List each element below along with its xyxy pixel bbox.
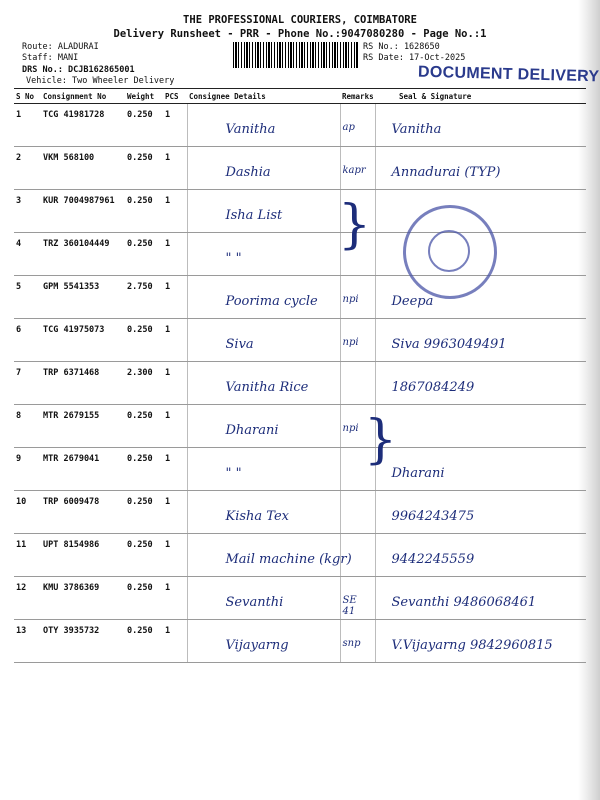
cell-weight: 0.250 [125,319,163,362]
cell-weight: 0.250 [125,448,163,491]
brace-mark: } [338,195,372,255]
cell-weight: 0.250 [125,620,163,663]
table-row [14,147,586,190]
cell-signature: Siva 9963049491 [391,337,507,352]
cell-pcs: 1 [163,534,187,577]
cell-pcs: 1 [163,620,187,663]
cell-consignee: Vanitha [225,122,276,137]
col-remarks: Remarks [340,89,375,104]
cell-sno: 8 [14,405,41,448]
vehicle-label: Vehicle: Two Wheeler Delivery [26,76,175,86]
cell-sno: 12 [14,577,41,620]
cell-sno: 9 [14,448,41,491]
cell-consignee: Dashia [225,165,271,180]
cell-remarks: ap [342,122,355,133]
cell-consignment: GPM 5541353 [41,276,125,319]
route-label: Route: ALADURAI [22,42,99,52]
cell-sno: 7 [14,362,41,405]
cell-consignee: Vanitha Rice [225,380,309,395]
cell-pcs: 1 [163,319,187,362]
cell-sno: 13 [14,620,41,663]
table-row [14,491,586,534]
col-pcs: PCS [163,89,187,104]
cell-pcs: 1 [163,147,187,190]
table-row [14,319,586,362]
cell-weight: 0.250 [125,534,163,577]
cell-remarks: kapr [342,165,366,176]
company-seal-stamp [403,205,497,299]
cell-signature: Deepa [391,294,434,309]
cell-remarks: npi [342,294,359,305]
cell-consignee: Kisha Tex [225,509,289,524]
cell-consignment: TRP 6009478 [41,491,125,534]
cell-consignment: TRZ 360104449 [41,233,125,276]
cell-signature: Dharani [391,466,445,481]
document-delivery-stamp: DOCUMENT DELIVERY [417,63,600,86]
cell-signature: 9964243475 [391,509,475,524]
cell-pcs: 1 [163,577,187,620]
table-row [14,534,586,577]
cell-pcs: 1 [163,190,187,233]
cell-weight: 2.300 [125,362,163,405]
cell-remarks: SE 41 [342,595,357,617]
cell-sno: 1 [14,104,41,147]
table-row [14,276,586,319]
cell-consignee: " " [225,251,242,266]
col-signature: Seal & Signature [375,89,586,104]
cell-signature: V.Vijayarng 9842960815 [391,638,553,653]
cell-weight: 0.250 [125,405,163,448]
cell-consignment: MTR 2679155 [41,405,125,448]
cell-sno: 10 [14,491,41,534]
table-row [14,405,586,448]
cell-remarks: snp [342,638,361,649]
cell-pcs: 1 [163,276,187,319]
brace-mark: } [364,410,398,470]
cell-consignment: KUR 7004987961 [41,190,125,233]
cell-pcs: 1 [163,233,187,276]
runsheet-subtitle: Delivery Runsheet - PRR - Phone No.:9047080280 - Page No.:1 [113,28,487,40]
cell-pcs: 1 [163,405,187,448]
table-header-row [14,89,586,104]
cell-pcs: 1 [163,104,187,147]
cell-signature: Annadurai (TYP) [391,165,501,180]
cell-consignment: KMU 3786369 [41,577,125,620]
cell-consignment: TCG 41981728 [41,104,125,147]
col-consignment: Consignment No [41,89,125,104]
cell-weight: 0.250 [125,577,163,620]
cell-consignee: " " [225,466,242,481]
cell-remarks: npi [342,423,359,434]
col-weight: Weight [125,89,163,104]
cell-pcs: 1 [163,362,187,405]
table-row [14,577,586,620]
cell-consignee: Sevanthi [225,595,284,610]
cell-sno: 6 [14,319,41,362]
cell-sno: 3 [14,190,41,233]
cell-signature: 1867084249 [391,380,475,395]
cell-consignment: TRP 6371468 [41,362,125,405]
cell-consignment: VKM 568100 [41,147,125,190]
cell-consignment: MTR 2679041 [41,448,125,491]
table-row [14,104,586,147]
cell-sno: 2 [14,147,41,190]
drs-number: DRS No.: DCJB162865001 [22,65,135,75]
cell-remarks: npi [342,337,359,348]
barcode [233,42,358,68]
cell-sno: 4 [14,233,41,276]
cell-weight: 0.250 [125,104,163,147]
cell-consignee: Dharani [225,423,279,438]
cell-weight: 0.250 [125,233,163,276]
table-row [14,190,586,233]
runsheet-table [14,88,586,663]
cell-sno: 11 [14,534,41,577]
table-row [14,620,586,663]
table-row [14,448,586,491]
cell-consignment: UPT 8154986 [41,534,125,577]
cell-consignee: Siva [225,337,254,352]
col-consignee: Consignee Details [187,89,340,104]
cell-signature: 9442245559 [391,552,475,567]
staff-label: Staff: MANI [22,53,79,63]
cell-consignment: OTY 3935732 [41,620,125,663]
cell-consignment: TCG 41975073 [41,319,125,362]
cell-weight: 0.250 [125,491,163,534]
cell-weight: 2.750 [125,276,163,319]
cell-pcs: 1 [163,491,187,534]
company-title: THE PROFESSIONAL COURIERS, COIMBATORE [183,14,417,26]
rs-date: RS Date: 17-Oct-2025 [363,53,466,63]
cell-consignee: Vijayarng [225,638,289,653]
table-row [14,362,586,405]
cell-consignee: Poorima cycle [225,294,318,309]
cell-signature: Vanitha [391,122,442,137]
cell-consignee: Mail machine (kgr) [225,552,352,567]
cell-signature: Sevanthi 9486068461 [391,595,537,610]
rs-number: RS No.: 1628650 [363,42,440,52]
cell-weight: 0.250 [125,190,163,233]
cell-pcs: 1 [163,448,187,491]
table-row [14,233,586,276]
cell-consignee: Isha List [225,208,283,223]
col-sno: S No [14,89,41,104]
cell-weight: 0.250 [125,147,163,190]
cell-sno: 5 [14,276,41,319]
